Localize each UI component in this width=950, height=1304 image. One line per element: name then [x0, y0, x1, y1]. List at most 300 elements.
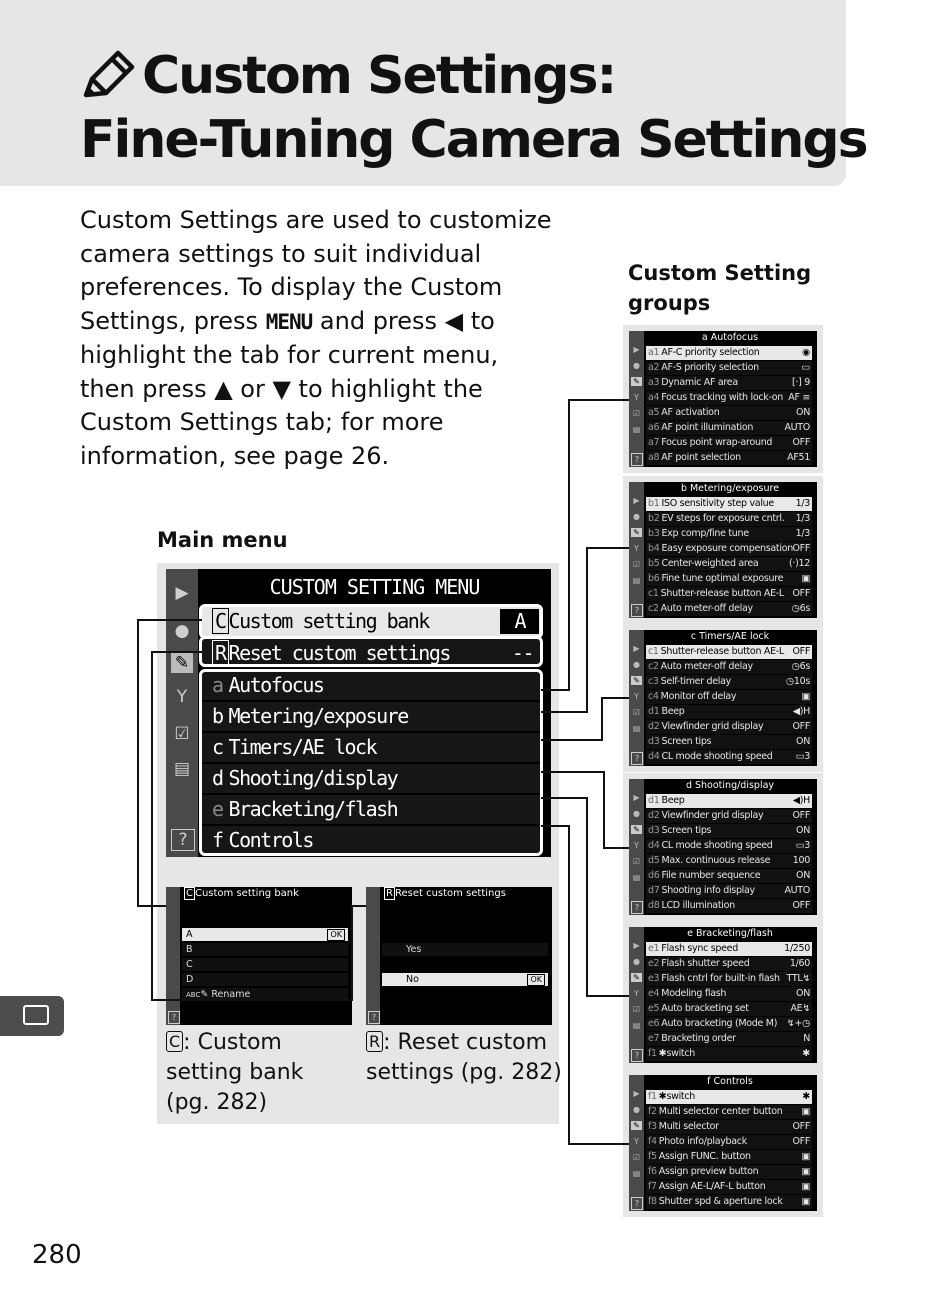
- sidebar-icon: Y: [634, 1137, 639, 1146]
- setting-number: f8: [648, 1196, 657, 1207]
- bank-caption-1: : Custom: [183, 1030, 282, 1055]
- setting-value: OFF: [792, 588, 810, 599]
- reset-icon: R: [212, 640, 229, 666]
- setting-label: Self-timer delay: [660, 676, 731, 687]
- title-text-1: Custom Settings:: [142, 46, 616, 106]
- setting-label: Assign FUNC. button: [658, 1151, 751, 1162]
- group-screen-display: [629, 1075, 817, 1211]
- bank-screen-title-text: Custom setting bank: [194, 888, 299, 899]
- help-icon: ?: [631, 1049, 643, 1062]
- setting-row[interactable]: [646, 735, 812, 749]
- bank-option-b[interactable]: [182, 943, 348, 956]
- setting-value: ▭: [801, 362, 810, 373]
- setting-value: ▣: [801, 1181, 810, 1192]
- setting-value: ON: [796, 988, 810, 999]
- setting-value: OFF: [792, 900, 810, 911]
- setting-row[interactable]: [646, 720, 812, 734]
- setting-label: Assign preview button: [658, 1166, 759, 1177]
- custom-setting-menu-screen: [166, 569, 551, 857]
- sidebar-icon: ☑: [632, 708, 641, 717]
- setting-label: Beep: [661, 706, 685, 717]
- setting-row[interactable]: [646, 602, 812, 616]
- setting-label: Shooting info display: [661, 885, 755, 896]
- setting-row[interactable]: [646, 497, 812, 511]
- setting-label: Flash cntrl for built-in flash: [661, 973, 780, 984]
- setting-number: f1: [648, 1091, 657, 1102]
- setting-value: ▣: [801, 1106, 810, 1117]
- setting-label: Flash sync speed: [661, 943, 738, 954]
- bank-screen-icon: C: [186, 888, 193, 899]
- setting-label: Monitor off delay: [660, 691, 737, 702]
- setting-row[interactable]: [646, 1047, 812, 1061]
- group-screen-2: [623, 624, 823, 772]
- setting-row[interactable]: [646, 557, 812, 571]
- setting-value: 100: [792, 855, 810, 866]
- setting-value: TTL↯: [786, 973, 810, 984]
- reset-screen-title: [384, 888, 506, 899]
- help-icon: ?: [631, 901, 643, 914]
- retouch-icon[interactable]: ☑: [174, 724, 190, 744]
- sidebar-icon: ▶: [633, 496, 640, 505]
- setting-row[interactable]: [646, 794, 812, 808]
- setting-number: b4: [648, 543, 660, 554]
- setting-number: b6: [648, 573, 660, 584]
- setting-label: Beep: [661, 795, 685, 806]
- setting-value: ◀)H: [792, 795, 810, 806]
- sidebar-icon: ●: [633, 1105, 640, 1114]
- setting-row[interactable]: [646, 421, 812, 435]
- group-screen-display: [629, 927, 817, 1063]
- setting-number: e6: [648, 1018, 660, 1029]
- setting-row[interactable]: [646, 987, 812, 1001]
- intro-text-1: Custom Settings are used to customize camera settings to suit individual preferences. To display the Custom Settings, press: [80, 206, 552, 335]
- group-screen-title: c Timers/AE lock: [690, 631, 770, 642]
- setting-number: f7: [648, 1181, 657, 1192]
- setting-row[interactable]: [646, 660, 812, 674]
- sidebar-icon: ✎: [631, 973, 642, 982]
- setting-label: Shutter spd & aperture lock: [658, 1196, 783, 1207]
- bank-value: A: [500, 609, 539, 634]
- setting-label: Max. continuous release: [661, 855, 771, 866]
- group-screen-0: [623, 325, 823, 473]
- setting-value: ▭3: [795, 751, 810, 762]
- setting-label: Shutter-release button AE-L: [660, 588, 784, 599]
- section-tab: [0, 996, 64, 1036]
- setting-row[interactable]: [646, 750, 812, 764]
- setting-row[interactable]: [646, 884, 812, 898]
- setting-value: OFF: [792, 810, 810, 821]
- setting-number: d1: [648, 795, 660, 806]
- setting-number: d5: [648, 855, 660, 866]
- setting-row[interactable]: [646, 645, 812, 659]
- help-icon[interactable]: ?: [171, 829, 195, 851]
- setting-number: e4: [648, 988, 660, 999]
- setting-label: Fine tune optimal exposure: [661, 573, 784, 584]
- setting-label: Flash shutter speed: [661, 958, 750, 969]
- setting-value: 1/3: [795, 513, 810, 524]
- setting-number: c3: [648, 676, 659, 687]
- sidebar-icon: Y: [634, 692, 639, 701]
- setting-value: ▣: [801, 1196, 810, 1207]
- sidebar-icon: ●: [633, 660, 640, 669]
- bank-option-c[interactable]: [182, 958, 348, 971]
- setting-number: a8: [648, 452, 660, 463]
- sidebar-icon: ✎: [631, 377, 642, 386]
- setting-row[interactable]: [646, 675, 812, 689]
- setting-row[interactable]: [646, 854, 812, 868]
- setting-row[interactable]: [646, 1017, 812, 1031]
- setting-label: Auto bracketing set: [661, 1003, 749, 1014]
- setting-number: f6: [648, 1166, 657, 1177]
- bank-option-label: A: [186, 929, 193, 940]
- setting-label: Auto bracketing (Mode M): [661, 1018, 778, 1029]
- setting-value: AF51: [787, 452, 810, 463]
- setting-label: Modeling flash: [661, 988, 727, 999]
- setting-number: d8: [648, 900, 660, 911]
- playback-icon[interactable]: ▶: [175, 583, 189, 603]
- group-screen-sidebar: [629, 1075, 644, 1211]
- setting-value: 1/3: [795, 528, 810, 539]
- group-screen-display: [629, 779, 817, 915]
- help-icon: ?: [631, 453, 643, 466]
- group-screen-display: [629, 482, 817, 618]
- setting-number: c4: [648, 691, 659, 702]
- setting-label: Multi selector center button: [658, 1106, 783, 1117]
- setting-number: e7: [648, 1033, 660, 1044]
- setting-number: e5: [648, 1003, 660, 1014]
- bank-option-d[interactable]: [182, 973, 348, 986]
- sidebar-icon: ✎: [631, 825, 642, 834]
- bank-rename[interactable]: ABC✎ Rename: [182, 988, 348, 1001]
- setting-value: OFF: [792, 1136, 810, 1147]
- bank-label: Custom setting bank: [228, 609, 429, 633]
- setting-number: d4: [648, 751, 660, 762]
- bank-caption-icon: C: [166, 1031, 183, 1052]
- setting-value: 1/60: [789, 958, 810, 969]
- setting-row[interactable]: [646, 1165, 812, 1179]
- setting-number: a7: [648, 437, 660, 448]
- sidebar-icon: ▶: [633, 644, 640, 653]
- setting-value: ▣: [801, 1151, 810, 1162]
- setting-number: c2: [648, 661, 659, 672]
- setting-label: Bracketing order: [661, 1033, 736, 1044]
- page-title-line2: Fine-Tuning Camera Settings: [80, 110, 867, 170]
- intro-paragraph: [80, 204, 560, 473]
- sidebar-icon: ☑: [632, 1153, 641, 1162]
- setting-value: N: [803, 1033, 810, 1044]
- group-screen-display: [629, 630, 817, 766]
- group-screen-title: a Autofocus: [701, 332, 759, 343]
- setting-label: Assign AE-L/AF-L button: [658, 1181, 766, 1192]
- sidebar-icon: ✎: [631, 1121, 642, 1130]
- setting-row[interactable]: [646, 1150, 812, 1164]
- setting-value: OFF: [792, 1121, 810, 1132]
- sidebar-icon: ▶: [633, 793, 640, 802]
- setting-number: d7: [648, 885, 660, 896]
- ok-badge: OK: [327, 929, 345, 941]
- rename-icon: ABC: [186, 991, 201, 999]
- group-screen-title: d Shooting/display: [685, 780, 775, 791]
- setting-row[interactable]: [646, 824, 812, 838]
- group-letter: c: [212, 735, 223, 759]
- sub-sidebar: [366, 887, 380, 1025]
- setting-row[interactable]: [646, 346, 812, 360]
- setting-row[interactable]: [646, 527, 812, 541]
- setting-row[interactable]: [646, 587, 812, 601]
- setting-label: Shutter-release button AE-L: [660, 646, 784, 657]
- setting-value: AF ≡: [788, 392, 810, 403]
- setting-row[interactable]: [646, 942, 812, 956]
- sidebar-icon: ▤: [632, 724, 641, 733]
- setting-number: d4: [648, 840, 660, 851]
- setting-label: Screen tips: [661, 825, 712, 836]
- setting-row[interactable]: [646, 391, 812, 405]
- setting-number: a6: [648, 422, 660, 433]
- setting-value: (·)12: [788, 558, 810, 569]
- group-screen-sidebar: [629, 331, 644, 467]
- group-screen-sidebar: [629, 630, 644, 766]
- group-letter: d: [212, 766, 223, 790]
- setting-number: c1: [648, 588, 659, 599]
- sidebar-icon: ☑: [632, 409, 641, 418]
- sidebar-icon: Y: [634, 544, 639, 553]
- group-screen-5: [623, 1069, 823, 1217]
- setting-label: AF-S priority selection: [661, 362, 759, 373]
- sidebar-icon: ●: [633, 512, 640, 521]
- setting-label: Exp comp/fine tune: [661, 528, 749, 539]
- group-letter: a: [212, 673, 223, 697]
- setting-label: Viewfinder grid display: [661, 810, 764, 821]
- setting-label: AF point selection: [661, 452, 741, 463]
- bank-option-a[interactable]: [182, 928, 348, 941]
- bank-highlight-ring: [199, 604, 543, 639]
- setting-value: AUTO: [784, 422, 810, 433]
- setting-number: b3: [648, 528, 660, 539]
- setting-row[interactable]: [646, 957, 812, 971]
- reset-highlight-ring: [199, 636, 543, 667]
- setting-row[interactable]: [646, 406, 812, 420]
- setting-value: OFF: [792, 721, 810, 732]
- setting-label: File number sequence: [661, 870, 761, 881]
- setting-row[interactable]: [646, 1105, 812, 1119]
- setting-number: d1: [648, 706, 660, 717]
- sidebar-icon: ▤: [632, 576, 641, 585]
- header-band: [0, 0, 867, 186]
- page-number: 280: [32, 1240, 82, 1270]
- sidebar-icon: ▤: [632, 873, 641, 882]
- setting-label: Screen tips: [661, 736, 712, 747]
- setting-row[interactable]: [646, 1195, 812, 1209]
- sidebar-icon: Y: [634, 989, 639, 998]
- reset-option-yes[interactable]: [382, 943, 548, 956]
- setting-row[interactable]: [646, 376, 812, 390]
- setting-value: ✱: [802, 1048, 810, 1059]
- setting-value: ON: [796, 870, 810, 881]
- setting-value: ▭3: [795, 840, 810, 851]
- setting-row[interactable]: [646, 1032, 812, 1046]
- sub-sidebar: [166, 887, 180, 1025]
- setting-label: Focus tracking with lock-on: [661, 392, 784, 403]
- setting-value: 1/3: [795, 498, 810, 509]
- sidebar-icon: Y: [634, 393, 639, 402]
- setting-number: d6: [648, 870, 660, 881]
- setting-row[interactable]: [646, 1120, 812, 1134]
- setting-row[interactable]: [646, 512, 812, 526]
- setting-number: f2: [648, 1106, 657, 1117]
- setting-row[interactable]: [646, 436, 812, 450]
- setting-row[interactable]: [646, 1180, 812, 1194]
- bank-caption: [166, 1027, 303, 1118]
- setting-label: Auto meter-off delay: [660, 603, 753, 614]
- setting-number: b5: [648, 558, 660, 569]
- setting-number: c2: [648, 603, 659, 614]
- setting-number: f5: [648, 1151, 657, 1162]
- setting-number: f1: [648, 1048, 657, 1059]
- group-label: Timers/AE lock: [228, 735, 377, 759]
- menu-tabs-sidebar: [166, 569, 198, 857]
- custom-settings-icon[interactable]: ✎: [171, 653, 193, 673]
- setting-value: ◷10s: [785, 676, 810, 687]
- groups-label-2: groups: [628, 291, 711, 315]
- sidebar-icon: ☑: [632, 1005, 641, 1014]
- setting-value: ▣: [801, 691, 810, 702]
- setting-value: ◷6s: [791, 603, 810, 614]
- rename-label: Rename: [211, 989, 251, 1000]
- setting-label: LCD illumination: [661, 900, 735, 911]
- sidebar-icon: ●: [633, 957, 640, 966]
- group-letter: b: [212, 704, 223, 728]
- setting-row[interactable]: [646, 839, 812, 853]
- setting-row[interactable]: [646, 809, 812, 823]
- shooting-icon[interactable]: ●: [174, 621, 190, 641]
- setting-label: Viewfinder grid display: [661, 721, 764, 732]
- setting-value: ▣: [801, 573, 810, 584]
- group-screen-display: [629, 331, 817, 467]
- reset-screen-icon: R: [386, 888, 393, 899]
- sidebar-icon: ☑: [632, 857, 641, 866]
- group-screen-title: e Bracketing/flash: [687, 928, 773, 939]
- group-screen-title: f Controls: [707, 1076, 753, 1087]
- setting-number: c1: [648, 646, 659, 657]
- sidebar-icon: ☑: [632, 560, 641, 569]
- setting-row[interactable]: [646, 705, 812, 719]
- reset-label: Reset custom settings: [228, 641, 450, 665]
- sidebar-icon: ▶: [633, 1089, 640, 1098]
- group-screen-title: b Metering/exposure: [680, 483, 780, 494]
- menu-button-label: MENU: [265, 309, 313, 334]
- setting-row[interactable]: [646, 1135, 812, 1149]
- groups-label: [628, 258, 811, 318]
- setting-label: ✱switch: [658, 1091, 695, 1102]
- bank-option-label: B: [186, 944, 193, 955]
- setting-label: Photo info/playback: [658, 1136, 747, 1147]
- setting-value: ↯+◷: [786, 1018, 810, 1029]
- setting-value: AE↯: [790, 1003, 810, 1014]
- setting-row[interactable]: [646, 361, 812, 375]
- group-screen-sidebar: [629, 927, 644, 1063]
- reset-caption: [366, 1027, 562, 1088]
- sidebar-icon: ▤: [632, 1169, 641, 1178]
- help-icon: ?: [631, 752, 643, 765]
- setting-value: 1/250: [784, 943, 810, 954]
- reset-option-no[interactable]: [382, 973, 548, 986]
- groups-highlight-ring: [199, 669, 543, 856]
- setting-value: ON: [796, 407, 810, 418]
- group-screen-1: [623, 476, 823, 624]
- setting-label: AF activation: [661, 407, 720, 418]
- setting-row[interactable]: [646, 690, 812, 704]
- setting-value: ✱: [802, 1091, 810, 1102]
- setting-value: OFF: [792, 543, 810, 554]
- pencil-icon: [80, 47, 138, 99]
- my-menu-icon[interactable]: ▤: [173, 759, 191, 779]
- yes-label: Yes: [406, 944, 422, 955]
- reset-caption-icon: R: [366, 1031, 383, 1052]
- help-icon: ?: [631, 604, 643, 617]
- setting-row[interactable]: [646, 572, 812, 586]
- menu-list-icon: [23, 1005, 49, 1025]
- sidebar-icon: ▶: [633, 941, 640, 950]
- group-label: Bracketing/flash: [228, 797, 398, 821]
- screen-title: CUSTOM SETTING MENU: [269, 575, 480, 599]
- setup-icon[interactable]: Y: [176, 687, 188, 707]
- custom-setting-bank-screen: [166, 887, 352, 1025]
- setting-row[interactable]: [646, 972, 812, 986]
- sidebar-icon: ●: [633, 809, 640, 818]
- group-screen-sidebar: [629, 482, 644, 618]
- setting-row[interactable]: [646, 542, 812, 556]
- setting-number: e1: [648, 943, 660, 954]
- bank-screen-title: [184, 888, 299, 899]
- reset-caption-2: settings (pg. 282): [366, 1060, 562, 1085]
- setting-label: ISO sensitivity step value: [661, 498, 774, 509]
- page-title-line1: [80, 46, 615, 106]
- setting-value: ◀)H: [792, 706, 810, 717]
- setting-number: a1: [648, 347, 660, 358]
- group-label: Shooting/display: [228, 766, 398, 790]
- group-screen-3: [623, 773, 823, 921]
- setting-value: ▣: [801, 1166, 810, 1177]
- reset-caption-1: : Reset custom: [383, 1030, 547, 1055]
- setting-label: Auto meter-off delay: [660, 661, 753, 672]
- setting-label: Multi selector: [658, 1121, 719, 1132]
- bank-option-label: C: [186, 959, 193, 970]
- setting-label: Dynamic AF area: [661, 377, 738, 388]
- setting-row[interactable]: [646, 869, 812, 883]
- setting-row[interactable]: [646, 899, 812, 913]
- setting-label: EV steps for exposure cntrl.: [661, 513, 785, 524]
- setting-label: Focus point wrap-around: [661, 437, 773, 448]
- setting-number: d3: [648, 825, 660, 836]
- setting-label: ✱switch: [658, 1048, 695, 1059]
- group-letter: e: [212, 797, 223, 821]
- group-label: Controls: [228, 828, 313, 852]
- setting-number: a3: [648, 377, 660, 388]
- setting-number: d3: [648, 736, 660, 747]
- setting-row[interactable]: [646, 1090, 812, 1104]
- main-menu-label: Main menu: [157, 528, 288, 552]
- help-icon: ?: [631, 1197, 643, 1210]
- setting-value: ON: [796, 736, 810, 747]
- setting-value: OFF: [792, 646, 810, 657]
- sidebar-icon: ●: [633, 361, 640, 370]
- setting-row[interactable]: [646, 1002, 812, 1016]
- setting-value: ◷6s: [791, 661, 810, 672]
- bank-caption-2: setting bank: [166, 1060, 304, 1085]
- setting-row[interactable]: [646, 451, 812, 465]
- help-icon: ?: [368, 1011, 380, 1024]
- reset-custom-settings-screen: [366, 887, 552, 1025]
